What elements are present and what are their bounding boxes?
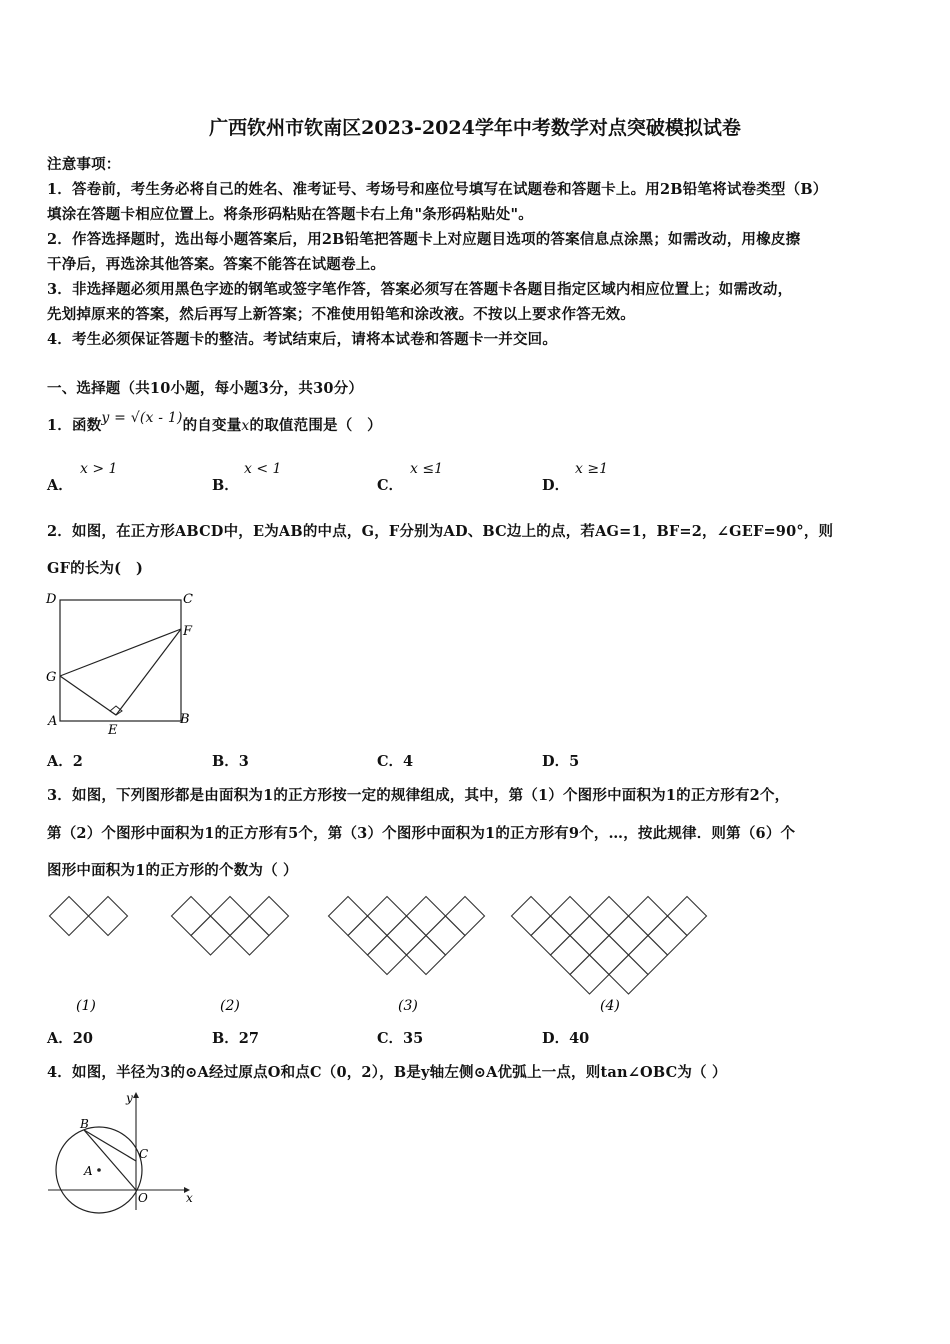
q1-option-b-label: B． <box>212 477 239 494</box>
question-4-line1: 4．如图，半径为3的⊙A经过原点O和点C（0，2），B是y轴左侧⊙A优弧上一点，则tan∠OBC为（ ） <box>47 1064 727 1081</box>
notice-line: 先划掉原来的答案，然后再写上新答案；不准使用铅笔和涂改液。不按以上要求作答无效。 <box>47 306 635 323</box>
unit-square <box>531 916 570 955</box>
unit-square <box>609 955 648 994</box>
unit-square <box>368 936 407 975</box>
label-a: A <box>84 1164 93 1178</box>
unit-square <box>590 897 629 936</box>
label-f: F <box>183 624 193 639</box>
unit-square <box>512 897 551 936</box>
unit-square <box>570 916 609 955</box>
q2-option-b: B．3 <box>212 753 249 770</box>
notice-line: 3．非选择题必须用黑色字迹的钢笔或签字笔作答，答案必须写在答题卡各题目指定区域内相应位置上；如需改动， <box>47 281 793 298</box>
unit-square <box>387 916 426 955</box>
q3-pattern-figures <box>40 888 720 1020</box>
label-a: A <box>48 714 58 729</box>
q2-option-c: C．4 <box>377 753 414 770</box>
unit-square <box>407 936 446 975</box>
notice-line: 干净后，再选涂其他答案。答案不能答在试题卷上。 <box>47 256 386 273</box>
q1-option-a-label: A． <box>47 477 73 494</box>
unit-square <box>89 897 128 936</box>
page-title: 广西钦州市钦南区2023-2024学年中考数学对点突破模拟试卷 <box>209 117 741 139</box>
q1-suffix: 的自变量 <box>182 417 242 434</box>
unit-square <box>609 916 648 955</box>
q2-square-figure <box>40 585 210 737</box>
q1-formula: y = √(x - 1) <box>101 410 183 426</box>
q4-circle-figure <box>44 1090 194 1215</box>
q1-option-c-label: C． <box>377 477 404 494</box>
label-g: G <box>46 670 57 685</box>
q3-option-d: D．40 <box>542 1030 590 1047</box>
q1-suffix2: 的取值范围是（ ） <box>249 417 382 434</box>
notice-heading: 注意事项： <box>47 156 121 173</box>
label-c: C <box>183 592 193 607</box>
unit-square <box>648 916 687 955</box>
unit-square <box>348 916 387 955</box>
q1-var: x <box>241 418 250 434</box>
caption-1: (1) <box>76 998 96 1014</box>
q1-option-b-value: x < 1 <box>244 461 282 477</box>
unit-square <box>629 897 668 936</box>
unit-square <box>368 897 407 936</box>
unit-square <box>629 936 668 975</box>
label-o: O <box>138 1191 148 1205</box>
label-e: E <box>108 723 118 737</box>
unit-square <box>407 897 446 936</box>
question-3-line2: 第（2）个图形中面积为1的正方形有5个，第（3）个图形中面积为1的正方形有9个，…，按此规律．则第（6）个 <box>47 825 796 842</box>
question-2-line1: 2．如图，在正方形ABCD中，E为AB的中点，G，F分别为AD、BC边上的点，若AG=1，BF=2，∠GEF=90°，则 <box>47 523 834 540</box>
q3-option-b: B．27 <box>212 1030 259 1047</box>
label-x: x <box>186 1191 193 1205</box>
unit-square <box>570 955 609 994</box>
q1-option-a-value: x > 1 <box>80 461 118 477</box>
unit-square <box>551 936 590 975</box>
q1-option-c-value: x ≤1 <box>410 461 443 477</box>
q1-prefix: 1．函数 <box>47 417 102 434</box>
unit-square <box>551 897 590 936</box>
unit-square <box>250 897 289 936</box>
q2-option-d: D．5 <box>542 753 580 770</box>
notice-line: 1．答卷前，考生务必将自己的姓名、准考证号、考场号和座位号填写在试题卷和答题卡上。用2B铅笔将试卷类型（B） <box>47 181 828 198</box>
unit-square <box>211 897 250 936</box>
unit-square <box>446 897 485 936</box>
caption-3: (3) <box>398 998 418 1014</box>
unit-square <box>590 936 629 975</box>
q2-option-a: A．2 <box>47 753 83 770</box>
unit-square <box>329 897 368 936</box>
question-2-line2: GF的长为( ) <box>47 560 143 577</box>
q3-option-c: C．35 <box>377 1030 424 1047</box>
q1-option-d-label: D． <box>542 477 570 494</box>
caption-2: (2) <box>220 998 240 1014</box>
notice-line: 填涂在答题卡相应位置上。将条形码粘贴在答题卡右上角"条形码粘贴处"。 <box>47 206 533 223</box>
label-d: D <box>46 592 57 607</box>
q3-option-a: A．20 <box>47 1030 93 1047</box>
unit-square <box>191 916 230 955</box>
notice-line: 4．考生必须保证答题卡的整洁。考试结束后，请将本试卷和答题卡一并交回。 <box>47 331 558 348</box>
q1-option-d-value: x ≥1 <box>575 461 608 477</box>
unit-square <box>426 916 465 955</box>
label-y: y <box>126 1091 133 1105</box>
label-b: B <box>180 712 190 727</box>
unit-square <box>172 897 211 936</box>
notice-line: 2．作答选择题时，选出每小题答案后，用2B铅笔把答题卡上对应题目选项的答案信息点涂黑；如需改动，用橡皮擦 <box>47 231 801 248</box>
caption-4: (4) <box>600 998 620 1014</box>
question-3-line1: 3．如图，下列图形都是由面积为1的正方形按一定的规律组成，其中，第（1）个图形中面积为1的正方形有2个， <box>47 787 790 804</box>
question-1 <box>47 410 382 435</box>
unit-square <box>230 916 269 955</box>
question-3-line3: 图形中面积为1的正方形的个数为（ ） <box>47 862 298 879</box>
section-heading: 一、选择题（共10小题，每小题3分，共30分） <box>47 380 364 397</box>
label-c: C <box>139 1147 149 1161</box>
unit-square <box>50 897 89 936</box>
unit-square <box>668 897 707 936</box>
label-b: B <box>80 1117 89 1131</box>
